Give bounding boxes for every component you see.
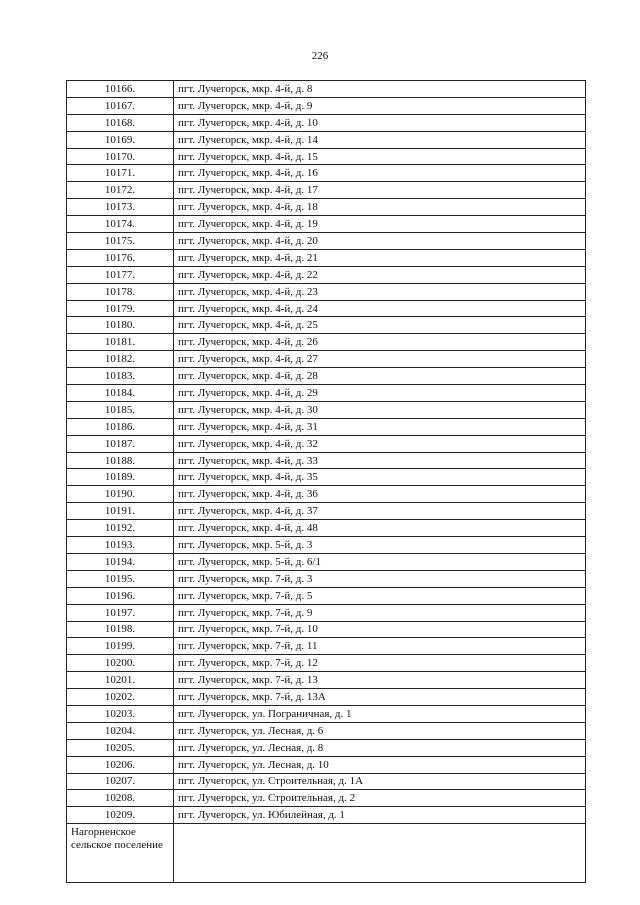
- table-row: [67, 266, 586, 283]
- row-address-cell: пгт. Лучегорск, мкр. 4-й, д. 14: [174, 131, 586, 148]
- row-address-cell: пгт. Лучегорск, мкр. 4-й, д. 21: [174, 249, 586, 266]
- row-address-cell: пгт. Лучегорск, мкр. 7-й, д. 13А: [174, 689, 586, 706]
- table-row: [67, 131, 586, 148]
- table-row: [67, 114, 586, 131]
- table-row: [67, 216, 586, 233]
- row-number-cell: 10176.: [67, 249, 174, 266]
- row-address-cell: пгт. Лучегорск, мкр. 4-й, д. 16: [174, 165, 586, 182]
- row-number-cell: 10209.: [67, 807, 174, 824]
- table-row: [67, 604, 586, 621]
- row-address-cell: пгт. Лучегорск, мкр. 7-й, д. 3: [174, 570, 586, 587]
- row-number-cell: 10184.: [67, 385, 174, 402]
- row-address-cell: пгт. Лучегорск, мкр. 4-й, д. 20: [174, 233, 586, 250]
- row-number-cell: 10206.: [67, 756, 174, 773]
- row-number-cell: 10204.: [67, 722, 174, 739]
- row-address-cell: пгт. Лучегорск, ул. Юбилейная, д. 1: [174, 807, 586, 824]
- row-address-cell: пгт. Лучегорск, мкр. 4-й, д. 26: [174, 334, 586, 351]
- row-number-cell: 10197.: [67, 604, 174, 621]
- row-address-cell: пгт. Лучегорск, мкр. 5-й, д. 3: [174, 537, 586, 554]
- section-name-cell: Нагорненское сельское поселение: [67, 824, 174, 883]
- row-number-cell: 10207.: [67, 773, 174, 790]
- table-row: [67, 672, 586, 689]
- row-address-cell: пгт. Лучегорск, мкр. 4-й, д. 33: [174, 452, 586, 469]
- table-row: [67, 401, 586, 418]
- row-number-cell: 10181.: [67, 334, 174, 351]
- table-row: [67, 773, 586, 790]
- row-number-cell: 10191.: [67, 503, 174, 520]
- row-number-cell: 10179.: [67, 300, 174, 317]
- row-number-cell: 10174.: [67, 216, 174, 233]
- row-address-cell: пгт. Лучегорск, ул. Пограничная, д. 1: [174, 705, 586, 722]
- row-number-cell: 10203.: [67, 705, 174, 722]
- row-number-cell: 10177.: [67, 266, 174, 283]
- row-address-cell: пгт. Лучегорск, мкр. 4-й, д. 27: [174, 351, 586, 368]
- row-address-cell: пгт. Лучегорск, мкр. 4-й, д. 29: [174, 385, 586, 402]
- row-number-cell: 10182.: [67, 351, 174, 368]
- row-address-cell: пгт. Лучегорск, мкр. 4-й, д. 28: [174, 368, 586, 385]
- table-row: [67, 418, 586, 435]
- row-number-cell: 10178.: [67, 283, 174, 300]
- row-number-cell: 10170.: [67, 148, 174, 165]
- row-address-cell: пгт. Лучегорск, мкр. 4-й, д. 24: [174, 300, 586, 317]
- table-row: [67, 452, 586, 469]
- table-row: [67, 570, 586, 587]
- table-row: [67, 317, 586, 334]
- table-row: [67, 503, 586, 520]
- row-address-cell: пгт. Лучегорск, мкр. 4-й, д. 31: [174, 418, 586, 435]
- table-row: [67, 790, 586, 807]
- row-address-cell: пгт. Лучегорск, мкр. 7-й, д. 11: [174, 638, 586, 655]
- table-row: [67, 537, 586, 554]
- page-number: 226: [311, 50, 329, 62]
- row-address-cell: пгт. Лучегорск, мкр. 4-й, д. 48: [174, 520, 586, 537]
- row-number-cell: 10166.: [67, 81, 174, 98]
- address-table-body: [67, 81, 586, 824]
- table-row: [67, 148, 586, 165]
- table-row: [67, 621, 586, 638]
- table-row: [67, 165, 586, 182]
- row-number-cell: 10173.: [67, 199, 174, 216]
- row-number-cell: 10169.: [67, 131, 174, 148]
- row-number-cell: 10196.: [67, 587, 174, 604]
- row-number-cell: 10189.: [67, 469, 174, 486]
- table-row: [67, 705, 586, 722]
- row-number-cell: 10201.: [67, 672, 174, 689]
- row-address-cell: пгт. Лучегорск, мкр. 4-й, д. 15: [174, 148, 586, 165]
- row-number-cell: 10188.: [67, 452, 174, 469]
- table-row: [67, 486, 586, 503]
- row-address-cell: пгт. Лучегорск, мкр. 4-й, д. 37: [174, 503, 586, 520]
- row-number-cell: 10180.: [67, 317, 174, 334]
- row-number-cell: 10192.: [67, 520, 174, 537]
- row-number-cell: 10198.: [67, 621, 174, 638]
- row-number-cell: 10200.: [67, 655, 174, 672]
- row-number-cell: 10167.: [67, 97, 174, 114]
- row-address-cell: пгт. Лучегорск, мкр. 4-й, д. 19: [174, 216, 586, 233]
- row-address-cell: пгт. Лучегорск, мкр. 5-й, д. 6/1: [174, 553, 586, 570]
- row-number-cell: 10172.: [67, 182, 174, 199]
- table-row: [67, 334, 586, 351]
- row-address-cell: пгт. Лучегорск, мкр. 4-й, д. 32: [174, 435, 586, 452]
- table-row: [67, 351, 586, 368]
- row-address-cell: пгт. Лучегорск, ул. Лесная, д. 6: [174, 722, 586, 739]
- row-number-cell: 10185.: [67, 401, 174, 418]
- row-address-cell: пгт. Лучегорск, мкр. 7-й, д. 5: [174, 587, 586, 604]
- row-address-cell: пгт. Лучегорск, мкр. 7-й, д. 9: [174, 604, 586, 621]
- row-number-cell: 10202.: [67, 689, 174, 706]
- table-row: [67, 739, 586, 756]
- row-number-cell: 10205.: [67, 739, 174, 756]
- row-address-cell: пгт. Лучегорск, мкр. 4-й, д. 17: [174, 182, 586, 199]
- section-address-cell: [174, 824, 586, 883]
- row-number-cell: 10175.: [67, 233, 174, 250]
- row-address-cell: пгт. Лучегорск, мкр. 4-й, д. 22: [174, 266, 586, 283]
- row-number-cell: 10183.: [67, 368, 174, 385]
- row-number-cell: 10208.: [67, 790, 174, 807]
- row-address-cell: пгт. Лучегорск, мкр. 4-й, д. 9: [174, 97, 586, 114]
- row-number-cell: 10194.: [67, 553, 174, 570]
- row-number-cell: 10190.: [67, 486, 174, 503]
- row-address-cell: пгт. Лучегорск, ул. Строительная, д. 1А: [174, 773, 586, 790]
- table-row: [67, 587, 586, 604]
- row-address-cell: пгт. Лучегорск, мкр. 4-й, д. 8: [174, 81, 586, 98]
- table-row: [67, 199, 586, 216]
- table-row: [67, 655, 586, 672]
- table-row: [67, 638, 586, 655]
- row-address-cell: пгт. Лучегорск, ул. Лесная, д. 10: [174, 756, 586, 773]
- row-number-cell: 10187.: [67, 435, 174, 452]
- row-address-cell: пгт. Лучегорск, мкр. 4-й, д. 36: [174, 486, 586, 503]
- table-row: [67, 81, 586, 98]
- table-row: [67, 722, 586, 739]
- row-address-cell: пгт. Лучегорск, мкр. 4-й, д. 18: [174, 199, 586, 216]
- table-row: [67, 756, 586, 773]
- table-row: [67, 553, 586, 570]
- table-row: [67, 689, 586, 706]
- table-row: [67, 385, 586, 402]
- table-row: [67, 435, 586, 452]
- row-address-cell: пгт. Лучегорск, ул. Строительная, д. 2: [174, 790, 586, 807]
- table-row: [67, 469, 586, 486]
- row-address-cell: пгт. Лучегорск, мкр. 4-й, д. 35: [174, 469, 586, 486]
- table-row: [67, 97, 586, 114]
- table-row: [67, 233, 586, 250]
- row-address-cell: пгт. Лучегорск, мкр. 4-й, д. 30: [174, 401, 586, 418]
- row-address-cell: пгт. Лучегорск, мкр. 7-й, д. 12: [174, 655, 586, 672]
- table-row: [67, 368, 586, 385]
- table-row: [67, 182, 586, 199]
- row-number-cell: 10193.: [67, 537, 174, 554]
- row-number-cell: 10171.: [67, 165, 174, 182]
- table-row: [67, 300, 586, 317]
- row-address-cell: пгт. Лучегорск, ул. Лесная, д. 8: [174, 739, 586, 756]
- row-address-cell: пгт. Лучегорск, мкр. 7-й, д. 13: [174, 672, 586, 689]
- table-row: [67, 807, 586, 824]
- row-address-cell: пгт. Лучегорск, мкр. 4-й, д. 25: [174, 317, 586, 334]
- address-table: [66, 80, 586, 883]
- table-row: [67, 283, 586, 300]
- row-address-cell: пгт. Лучегорск, мкр. 4-й, д. 10: [174, 114, 586, 131]
- row-address-cell: пгт. Лучегорск, мкр. 7-й, д. 10: [174, 621, 586, 638]
- row-number-cell: 10186.: [67, 418, 174, 435]
- row-number-cell: 10199.: [67, 638, 174, 655]
- section-row: [67, 824, 586, 883]
- table-row: [67, 520, 586, 537]
- table-row: [67, 249, 586, 266]
- row-number-cell: 10195.: [67, 570, 174, 587]
- row-address-cell: пгт. Лучегорск, мкр. 4-й, д. 23: [174, 283, 586, 300]
- row-number-cell: 10168.: [67, 114, 174, 131]
